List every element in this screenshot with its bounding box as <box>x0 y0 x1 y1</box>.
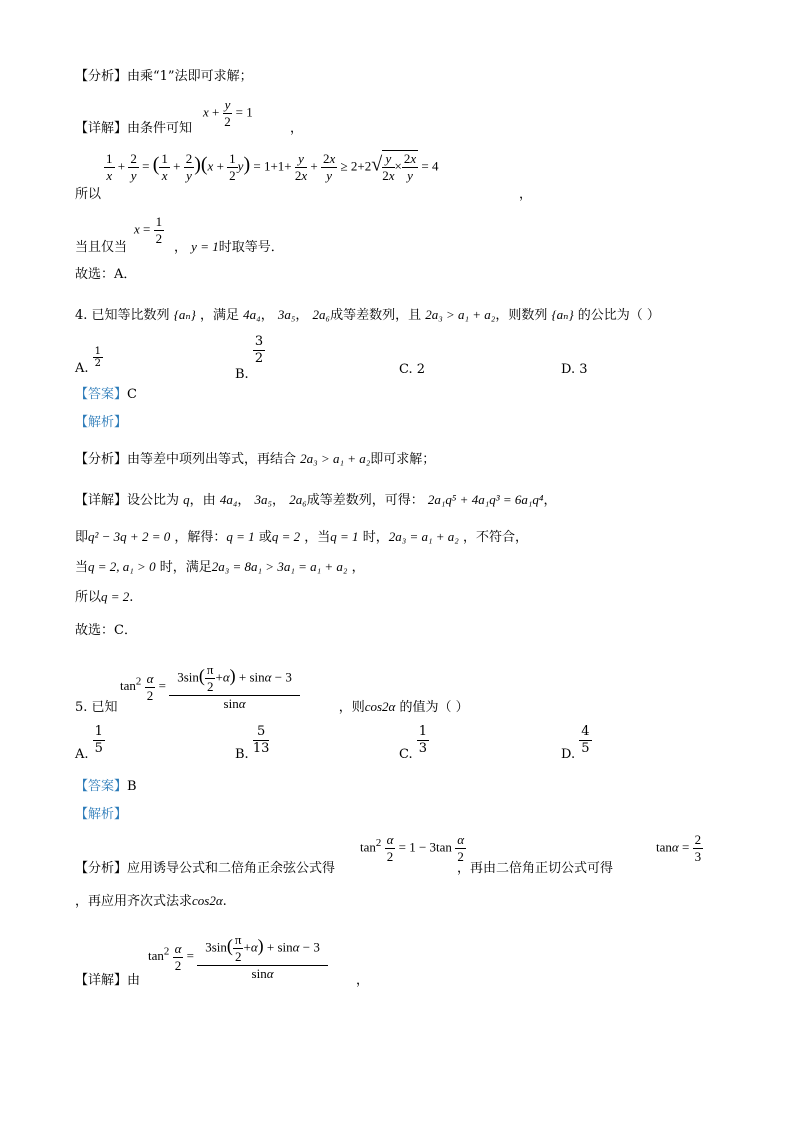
text: ，满足 <box>200 308 240 323</box>
q5-option-d <box>561 724 592 762</box>
section-label: 【分析】 <box>75 861 128 876</box>
option-value: $\frac{3}{2}$ <box>254 334 264 366</box>
text: 的值为（ ） <box>399 700 469 715</box>
analysis-label: 【解析】 <box>75 415 128 430</box>
punct: ， <box>272 493 286 508</box>
formula: q = 2, a₁ > 0 <box>88 559 156 574</box>
formula: 2a₃ = a₁ + a₂ <box>388 529 459 544</box>
answer-value: C <box>127 387 137 402</box>
numerator: 5 <box>253 724 270 741</box>
q4-stem <box>75 306 660 325</box>
q5-formula: $\tan^2$ $\frac{\alpha}{2}$ = 3sin( $\frac{\pi}{2}$ +α) + sinα − 3 sinα <box>120 662 300 712</box>
prefix-text: 所以 <box>75 187 102 202</box>
text: 当 <box>75 560 89 575</box>
formula: q = 2 <box>101 589 130 604</box>
numerator: 1 <box>94 724 103 739</box>
punct: . <box>222 894 227 909</box>
text: 由等差中项列出等式，再结合 <box>127 452 297 467</box>
option-value <box>93 724 105 757</box>
q4-option-c: C. 2 <box>399 362 426 377</box>
formula: 2a₃ = 8a₁ > 3a₁ = a₁ + a₂ <box>211 559 348 574</box>
section-label: 【详解】 <box>75 973 128 988</box>
q4-answer <box>75 386 137 404</box>
text: 的公比为（ ） <box>577 308 660 323</box>
q4-option-a <box>75 346 103 376</box>
q5-answer <box>75 778 137 796</box>
q5-fx-formula-2: tanα = $\frac{2}{3}$ <box>656 832 702 864</box>
q4-xj-2 <box>75 528 528 547</box>
analysis-label: 【解析】 <box>75 807 128 822</box>
formula: q = 2 <box>271 529 301 544</box>
text: ，由 <box>189 493 216 508</box>
formula: 2a₆ <box>289 492 307 507</box>
q5-analysis-label <box>75 806 127 824</box>
q5-option-a <box>75 724 105 762</box>
q4-xj-4 <box>75 588 133 607</box>
formula: 4a₄ <box>243 307 261 322</box>
choice-line <box>75 266 136 284</box>
text: 时，满足 <box>159 560 212 575</box>
answer-label: 【答案】 <box>75 387 128 402</box>
option-label: B. <box>235 367 249 382</box>
denominator: 3 <box>418 741 428 756</box>
formula-condition: x + $\frac{y}{2}$ = 1 <box>203 97 253 129</box>
text: 时取等号． <box>218 240 284 255</box>
q4-xj-1 <box>75 491 556 510</box>
answer-value: B <box>127 779 137 794</box>
q5-fx-line-1 <box>75 860 613 878</box>
q5-stem <box>75 698 469 717</box>
formula-x-half: x = $\frac{1}{2}$ <box>134 214 163 246</box>
detail-line-2 <box>75 186 532 204</box>
text: 设公比为 <box>127 493 180 508</box>
numerator: 4 <box>581 724 590 739</box>
section-label: 【详解】 <box>75 493 128 508</box>
formula: q = 1 <box>330 529 359 544</box>
option-value <box>417 724 429 757</box>
denominator: 5 <box>581 741 590 756</box>
formula: cos2α <box>192 893 223 908</box>
formula: q² − 3q + 2 = 0 <box>88 529 171 544</box>
section-label: 【分析】 <box>75 452 128 467</box>
q4-analysis-label <box>75 414 127 432</box>
punct: ， <box>260 308 274 323</box>
text: ，当 <box>304 530 331 545</box>
text: ，不符合， <box>462 530 528 545</box>
text: ，再应用齐次式法求 <box>75 894 193 909</box>
text: 成等差数列，可得： <box>306 493 424 508</box>
option-value: $\frac{1}{2}$ <box>94 346 102 369</box>
punct: ， <box>174 240 188 255</box>
q5-xj-formula: $\tan^2$ $\frac{\alpha}{2}$ = 3sin( $\frac{\pi}{2}$ +α) + sinα − 3 sinα <box>148 932 328 982</box>
text: 即可求解； <box>370 452 436 467</box>
q5-option-b <box>235 724 270 762</box>
option-label: B. <box>235 747 249 762</box>
q4-option-d: D. 3 <box>561 362 588 377</box>
q5-fx-line-2 <box>75 892 227 911</box>
text: 或 <box>258 530 272 545</box>
formula: q = 1 <box>226 529 255 544</box>
choice-text: 故选：C． <box>75 623 137 638</box>
q4-xj-3 <box>75 558 365 577</box>
option-label: C. <box>399 747 413 762</box>
answer-label: 【答案】 <box>75 779 128 794</box>
formula: 2a₁q⁵ + 4a₁q³ = 6a₁q⁴ <box>427 492 544 507</box>
text: 时， <box>362 530 389 545</box>
text: 即 <box>75 530 89 545</box>
formula: 2a₃ > a₁ + a₂ <box>425 307 496 322</box>
q4-choice <box>75 622 137 640</box>
detail-line-3 <box>75 238 284 257</box>
text: ，解得： <box>174 530 227 545</box>
option-value <box>253 724 270 757</box>
option-label: A. <box>75 747 89 762</box>
q5-xj-line <box>75 972 369 990</box>
formula: 3a₅ <box>277 307 296 322</box>
formula: q <box>183 492 190 507</box>
punct: ， <box>543 493 557 508</box>
denominator: 13 <box>252 741 270 756</box>
formula: 2a₃ > a₁ + a₂ <box>300 451 371 466</box>
numerator: 1 <box>418 724 428 739</box>
formula: 4a₄ <box>219 492 238 507</box>
text: 4. 已知等比数列 <box>75 308 170 323</box>
text: 所以 <box>75 590 102 605</box>
option-label: D. <box>561 747 576 762</box>
formula-inequality: $\frac{1}{x}$ + $\frac{2}{y}$ = ( $\frac{1}{x}$ + $\frac{2}{y}$ )(x + $\frac{1}{2}$ y) = 1+1+ $\frac{y}{2x}$ + $\frac{2x}{y}$ ≥ 2+2√ $\frac{y}{2x}$ × $\frac{2x}{y}$ = 4 <box>106 151 439 183</box>
text: ，则 <box>338 700 365 715</box>
text: 成等差数列，且 <box>330 308 422 323</box>
punct: ， <box>295 308 309 323</box>
text: 应用诱导公式和二倍角正余弦公式得 <box>127 861 336 876</box>
formula: {aₙ} <box>173 307 196 322</box>
punct: ， <box>356 973 370 988</box>
section-label: 【分析】 <box>75 69 128 84</box>
section-label: 【详解】 <box>75 121 128 136</box>
denominator: 5 <box>94 741 103 756</box>
formula-y: y = 1 <box>191 239 219 254</box>
analysis-text: 由乘“1”法即可求解； <box>127 69 253 84</box>
text: 当且仅当 <box>75 240 128 255</box>
text: 5. 已知 <box>75 700 118 715</box>
formula: 2a₆ <box>312 307 331 322</box>
option-label: A. <box>75 361 89 376</box>
text: ，再由二倍角正切公式可得 <box>457 861 614 876</box>
text: ，则数列 <box>495 308 548 323</box>
q4-option-b <box>235 334 265 382</box>
option-value <box>579 724 591 757</box>
q5-fx-formula-1: $\tan^2$ $\frac{\alpha}{2}$ = 1 − 3tan $\frac{\alpha}{2}$ <box>360 832 465 864</box>
punct: ， <box>237 493 251 508</box>
q4-fx <box>75 450 435 469</box>
punct: . <box>129 590 134 605</box>
punct: ， <box>351 560 365 575</box>
analysis-line-1 <box>75 68 253 86</box>
q5-option-c <box>399 724 429 762</box>
formula: {aₙ} <box>551 307 574 322</box>
text: 由 <box>127 973 141 988</box>
choice-text: 故选：A． <box>75 267 137 282</box>
punct: ， <box>519 187 533 202</box>
formula: 3a₅ <box>254 492 273 507</box>
punct: ， <box>290 121 304 136</box>
detail-text: 由条件可知 <box>127 121 193 136</box>
detail-line-1 <box>75 120 303 138</box>
formula: cos2α <box>364 699 396 714</box>
